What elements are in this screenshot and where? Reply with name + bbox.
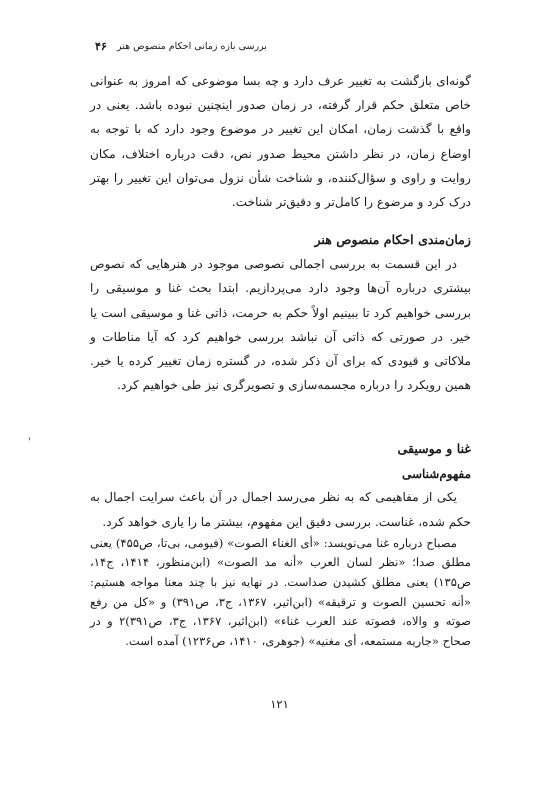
subsection-heading-music: غنا و موسیقی — [397, 441, 471, 457]
margin-mark: ' — [28, 437, 31, 448]
page-number: ۱۲۱ — [270, 697, 289, 711]
body-text — [90, 69, 471, 651]
running-title: بررسی بازه زمانی احکام منصوص هنر — [117, 41, 267, 52]
paragraph-2: در این قسمت به بررسی اجمالی نصوصی موجود در هنرهایی که نصوص بیشتری درباره آن‌ها وجود دارد می‌پردازیم. ابتدا بحث غنا و موسیقی را بررسی خواهیم کرد تا ببینیم اولاً حکم به حرمت، ذاتی غنا و موسیقی است یا خیر. در صورتی که ذاتی آن نباشد بررسی خواهیم کرد که آیا مناطات و ملاکاتی و قیودی که برای آن ذکر شده، در گستره زمان تغییر کرده یا خیر. همین رویکرد را درباره مجسمه‌سازی و تصویرگری نیز طی خواهیم کرد. — [90, 257, 471, 393]
section-heading: زمان‌مندی احکام منصوص هنر — [314, 232, 471, 248]
definitions-block — [90, 534, 471, 652]
running-header — [95, 40, 471, 56]
header-page-number: ۴۶ — [95, 40, 107, 53]
paragraph-4: مصباح درباره غنا می‌نویسد: «أی الغناء الصوت» (فیومی، بی‌تا، ص۴۵۵) یعنی مطلق صدا؛ «نظر لسان العرب «أنه مد الصوت» (ابن‌منظور، ۱۴۱۴، ج۱۴، ص۱۳۵) یعنی مطلق کشیدن صداست. در نهایه نیز با چند معنا مواجه هستیم: «أنه تحسین الصوت و ترقیقه» (ابن‌اثیر، ۱۳۶۷، ج۳، ص۳۹۱) و «کل من رفع صوته و والاه، فصوته عند العرب غناء» (ابن‌اثیر، ۱۳۶۷، ج۳، ص۳۹۱)۲ و در صحاح «جاریه مستمعه، أی مغنیه» (جوهری، ۱۴۱۰، ص۱۲۳۶) آمده است. — [90, 535, 471, 648]
subsection-heading-concept: مفهوم‌شناسی — [401, 467, 471, 482]
paragraph-1: گونه‌ای بازگشت به تغییر عرف دارد و چه بسا موضوعی که امروز به عنوانی خاص متعلق حکم قرار گرفته، در زمان صدور اینچنین نبوده باشد. یعنی در واقع با گذشت زمان، امکان این تغییر در موضوع وجود دارد که با توجه به اوضاع زمان، در نظر داشتن محیط صدور نص، دقت درباره اختلاف، مکان روایت و راوی و سؤال‌کننده، و شناخت شأن نزول می‌توان این تغییر را بهتر درک کرد و مرضوع را کامل‌تر و دقیق‌تر شناخت. — [90, 74, 471, 210]
paragraph-3: یکی از مفاهیمی که به نظر می‌رسد اجمال در آن باعث سرایت اجمال به حکم شده، غناست. بررسی دقیق این مفهوم، بیشتر ما را یاری خواهد کرد. — [90, 490, 471, 529]
